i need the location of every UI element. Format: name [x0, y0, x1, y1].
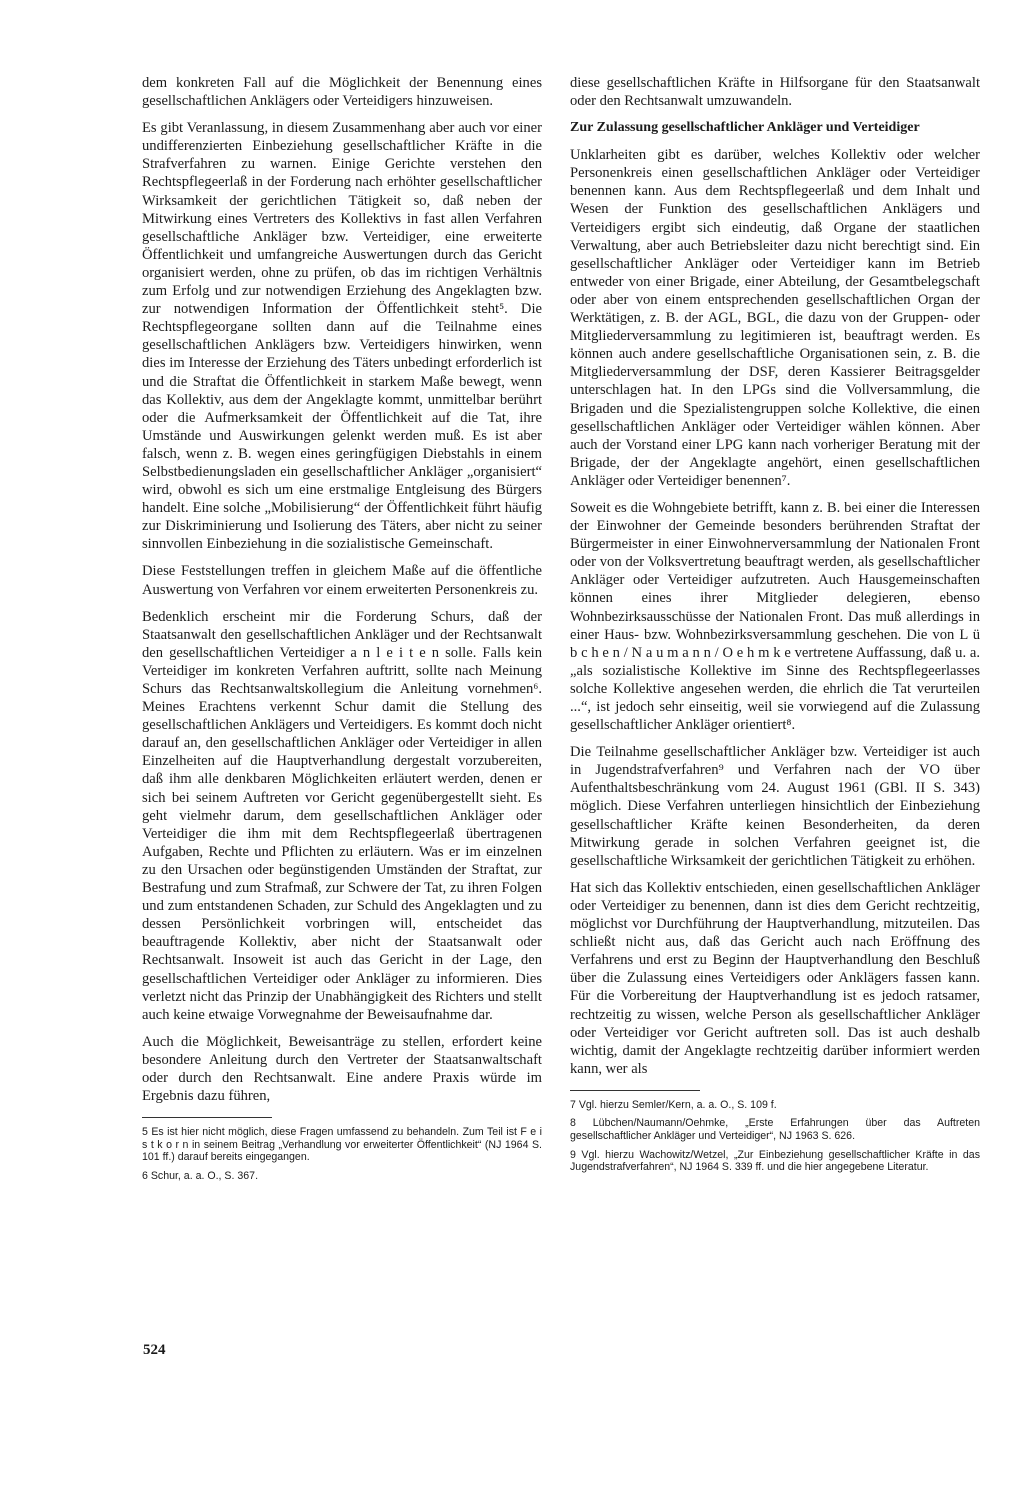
- section-heading: Zur Zulassung gesellschaftlicher Ankläger und Verteidiger: [570, 120, 920, 136]
- paragraph: diese gesellschaftlichen Kräfte in Hilfsorgane für den Staatsanwalt oder den Rechtsanwalt umzuwandeln.: [570, 75, 980, 110]
- paragraph: Unklarheiten gibt es darüber, welches Kollektiv oder welcher Personenkreis einen gesellschaftlichen Ankläger oder Verteidiger benennen kann. Aus dem Rechtspflegeerlaß und dem Inhalt und Wesen der Funktion des gesellschaftlichen Anklägers und Verteidigers ergibt sich eindeutig, daß Organe der staatlichen Verwaltung, aber auch Betriebsleiter dazu nicht berechtigt sind. Ein gesellschaftlicher Ankläger oder Verteidiger kann im Betrieb entweder von einer Brigade, einer Abteilung, der Gesamtbelegschaft oder aber von einem entsprechenden gesellschaftlichen Organ der Werktätigen, z. B. der AGL, BGL, die dazu von der Gruppen- oder Mitgliederversammlung zu legitimieren ist, beauftragt werden. Es können auch andere gesellschaftliche Organisationen sein, z. B. die Mitgliederversammlung der DSF, deren Kassierer Beitragsgelder unterschlagen hat. In den LPGs sind die Vollversammlung, die Brigaden und die Spezialistengruppen solche Kollektive, die einen gesellschaftlichen Ankläger oder Verteidiger wählen können. Aber auch der Vorstand einer LPG kann nach vorheriger Beratung mit der Brigade, der der Angeklagte angehört, einen gesellschaftlichen Ankläger oder Verteidiger benennen⁷.: [570, 147, 980, 489]
- paragraph: Es gibt Veranlassung, in diesem Zusammenhang aber auch vor einer undifferenzierten Einbeziehung gesellschaftlicher Kräfte in die Strafverfahren zu warnen. Einige Gerichte verstehen den Rechtspflegeerlaß in der Forderung nach erhöhter gesellschaftlicher Wirksamkeit der gerichtlichen Tätigkeit so, daß neben der Mitwirkung eines Vertreters des Kollektivs in fast allen Verfahren gesellschaftliche Ankläger bzw. Verteidiger, eine erweiterte Öffentlichkeit und umfangreiche Auswertungen durch das Gericht organisiert werden, ohne zu prüfen, ob das im richtigen Verhältnis zum Erfolg und zur notwendigen Erziehung des Angeklagten bzw. zur notwendigen Information der Öffentlichkeit steht⁵. Die Rechtspflegeorgane sollten dann auf die Teilnahme eines gesellschaftlichen Anklägers bzw. Verteidigers hinwirken, wenn dies im Interesse der Erziehung des Täters unbedingt erforderlich ist und die Straftat die Öffentlichkeit in starkem Maße bewegt, wenn das Kollektiv, aus dem der Angeklagte kommt, unmittelbar berührt oder die Aufmerksamkeit der Öffentlichkeit auf die Tat, ihre Umstände und Auswirkungen gelenkt werden muß. Es ist aber falsch, wenn z. B. wegen eines geringfügigen Diebstahls in einem Selbstbedienungsladen ein gesellschaftlicher Ankläger „organisiert“ wird, obwohl es sich um eine erstmalige Entgleisung des Bürgers handelt. Eine solche „Mobilisierung“ der Öffentlichkeit führt häufig zur Diskriminierung und Isolierung des Täters, aber nicht zu seiner sinnvollen Einbeziehung in die sozialistische Gemeinschaft.: [142, 120, 542, 553]
- paragraph: Bedenklich erscheint mir die Forderung Schurs, daß der Staatsanwalt den gesellschaftlichen Ankläger und der Rechtsanwalt den gesellschaftlichen Verteidiger a n l e i t e n solle. Falls kein Verteidiger im konkreten Verfahren auftritt, sollte nach Meinung Schurs das Rechtsanwaltskollegium die Anleitung vornehmen⁶. Meines Erachtens verkennt Schur damit die Stellung des gesellschaftlichen Anklägers und Verteidigers. Es kommt doch nicht darauf an, den gesellschaftlichen Ankläger oder Verteidiger in allen Einzelheiten auf die Hauptverhandlung dergestalt vorzubereiten, daß ihm alle denkbaren Möglichkeiten erläutert werden, denen er sich bei seinem Auftreten vor Gericht gegenübergestellt sieht. Es geht vielmehr darum, dem gesellschaftlichen Ankläger oder Verteidiger die ihm mit dem Rechtspflegeerlaß übertragenen Aufgaben, Rechte und Pflichten zu erläutern. Was er im einzelnen zu den Ursachen oder begünstigenden Umständen der Straftat, zur Bestrafung und zum Strafmaß, zur Schwere der Tat, zu ihren Folgen und zum entstandenen Schaden, zur Schuld des Angeklagten und zu dessen Persönlichkeit vorbringen will, entscheidet das beauftragende Kollektiv, aber nicht der Staatsanwalt oder Rechtsanwalt. Insoweit ist auch das Gericht in der Lage, den gesellschaftlichen Verteidiger oder Ankläger zu informieren. Dies verletzt nicht das Prinzip der Unabhängigkeit des Richters und stellt auch keine etwaige Vorwegnahme der Beweisaufnahme dar.: [142, 608, 542, 1023]
- footnote-divider: [570, 1090, 700, 1091]
- paragraph: Die Teilnahme gesellschaftlicher Ankläger bzw. Verteidiger ist auch in Jugendstrafverfahren⁹ und Verfahren nach der VO über Aufenthaltsbeschränkung vom 24. August 1961 (GBl. II S. 343) möglich. Diese Verfahren unterliegen hinsichtlich der Einbeziehung gesellschaftlicher Kräfte keinen Besonderheiten, da deren Mitwirkung gerade in solchen Verfahren geeignet ist, die gesellschaftliche Wirksamkeit der gerichtlichen Tätigkeit zu erhöhen.: [570, 744, 980, 869]
- paragraph: Auch die Möglichkeit, Beweisanträge zu stellen, erfordert keine besondere Anleitung durch den Vertreter der Staatsanwaltschaft oder durch den Rechtsanwalt. Eine andere Praxis würde im Ergebnis dazu führen,: [142, 1033, 542, 1105]
- footnote: 9 Vgl. hierzu Wachowitz/Wetzel, „Zur Einbeziehung gesellschaftlicher Kräfte in das Jugendstrafverfahren“, NJ 1964 S. 339 ff. und die hier angegebene Literatur.: [570, 1148, 980, 1174]
- paragraph: Hat sich das Kollektiv entschieden, einen gesellschaftlichen Ankläger oder Verteidiger zu benennen, dann ist dies dem Gericht rechtzeitig, möglichst vor Durchführung der Hauptverhandlung, mitzuteilen. Das schließt nicht aus, daß das Gericht auch nach Eröffnung des Verfahrens und erst zu Beginn der Hauptverhandlung den Beschluß über die Zulassung eines Verteidigers oder Anklägers fassen kann. Für die Vorbereitung der Hauptverhandlung ist es jedoch ratsamer, rechtzeitig zu wissen, welche Person als gesellschaftlicher Ankläger oder Verteidiger vor Gericht auftreten soll. Das ist auch deshalb wichtig, damit der Angeklagte rechtzeitig darüber informiert werden kann, wer als: [570, 879, 980, 1077]
- paragraph: dem konkreten Fall auf die Möglichkeit der Benennung eines gesellschaftlichen Anklägers oder Verteidigers hinzuweisen.: [142, 75, 542, 110]
- right-column: [570, 74, 980, 1180]
- footnote-divider: [142, 1117, 272, 1118]
- paragraph: Soweit es die Wohngebiete betrifft, kann z. B. bei einer die Interessen der Einwohner der Gemeinde besonders berührenden Straftat der Bürgermeister in einer Einwohnerversammlung der Nationalen Front oder von der Volksvertretung beauftragt werden, als gesellschaftlicher Ankläger oder Verteidiger aufzutreten. Auch Hausgemeinschaften können eines ihrer Mitglieder delegieren, ebenso Wohnbezirksausschüsse der Nationalen Front. Das muß allerdings in einer Haus- bzw. Wohnbezirksversammlung geschehen. Die von L ü b c h e n / N a u m a n n / O e h m k e vertretene Auffassung, daß u. a. „als sozialistische Kollektive im Sinne des Rechtspflegeerlasses solche Kollektive angesehen werden, die ehrlich die Tat verurteilen ...“, ist jedoch sehr einseitig, weil sie vorwiegend auf die Zulassung gesellschaftlicher Ankläger orientiert⁸.: [570, 499, 980, 734]
- footnote: 7 Vgl. hierzu Semler/Kern, a. a. O., S. 109 f.: [570, 1098, 777, 1111]
- left-column: [142, 74, 542, 1189]
- paragraph: Diese Feststellungen treffen in gleichem Maße auf die öffentliche Auswertung von Verfahren vor einem erweiterten Personenkreis zu.: [142, 563, 542, 598]
- page-number: 524: [143, 1342, 166, 1358]
- footnote: 5 Es ist hier nicht möglich, diese Fragen umfassend zu behandeln. Zum Teil ist F e i s t k o r n in seinem Beitrag „Verhandlung vor erweiterter Öffentlichkeit“ (NJ 1964 S. 101 ff.) darauf bereits eingegangen.: [142, 1126, 542, 1164]
- footnote: 8 Lübchen/Naumann/Oehmke, „Erste Erfahrungen über das Auftreten gesellschaftlicher Ankläger und Verteidiger“, NJ 1963 S. 626.: [570, 1117, 980, 1143]
- footnote: 6 Schur, a. a. O., S. 367.: [142, 1169, 259, 1182]
